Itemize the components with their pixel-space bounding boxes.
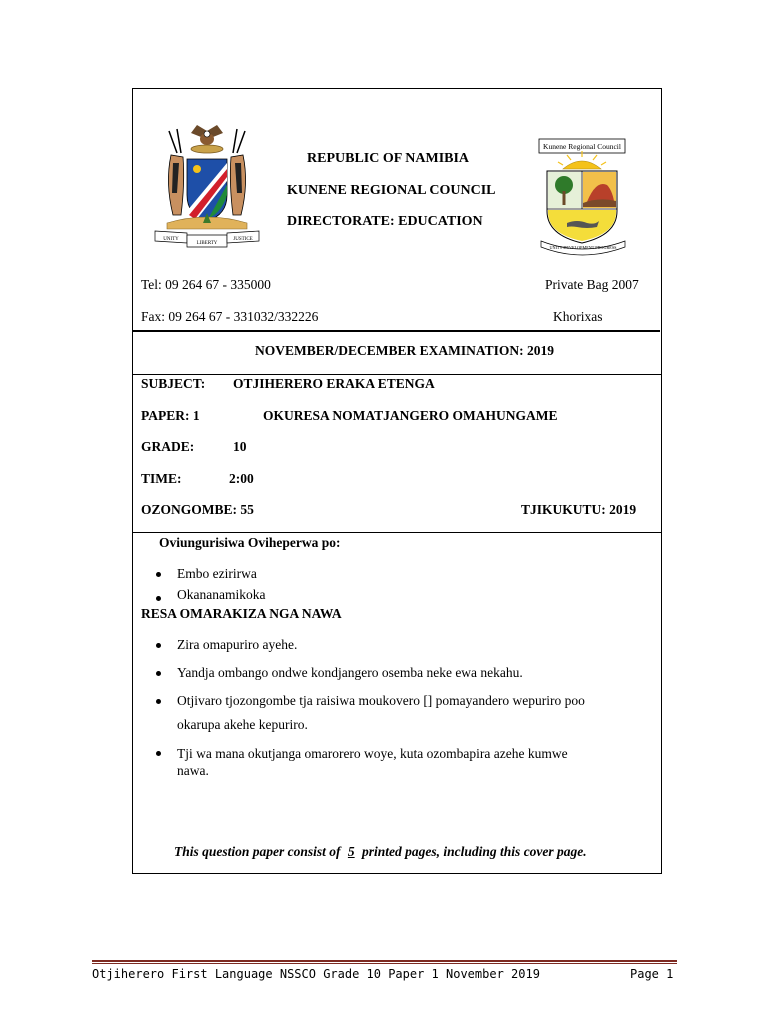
kunene-council-crest-icon: [533, 135, 633, 257]
time-label: TIME:: [141, 471, 182, 486]
materials-title: Oviungurisiwa Oviheperwa po:: [159, 535, 341, 550]
grade-label: GRADE:: [141, 439, 195, 454]
list-item: [152, 661, 585, 685]
page-count-note: [174, 844, 587, 860]
ribbon-mid-text: LIBERTY: [196, 241, 218, 246]
note-pre: This question paper consist of: [174, 844, 341, 859]
grade-value: 10: [233, 439, 247, 454]
ribbon-left-text: UNITY: [163, 237, 179, 242]
exam-title: NOVEMBER/DECEMBER EXAMINATION: 2019: [255, 343, 555, 358]
header-republic: REPUBLIC OF NAMIBIA: [307, 151, 470, 166]
divider-details: [133, 532, 661, 533]
footer-title: Otjiherero First Language NSSCO Grade 10 Paper 1 November 2019: [92, 967, 540, 981]
divider-title: [133, 374, 661, 375]
footer-page-number: Page 1: [630, 967, 674, 981]
instruction-text: okarupa akehe kepuriro.: [177, 717, 308, 732]
ribbon-right-text: JUSTICE: [233, 237, 253, 242]
list-item: [152, 633, 585, 657]
subject-value: OTJIHERERO ERAKA ETENGA: [233, 376, 435, 391]
instruction-text: Tji wa mana okutjanga omarorero woye, kuta ozombapira azehe kumwe: [177, 746, 568, 761]
list-item: [152, 689, 585, 737]
time-value: 2:00: [229, 471, 254, 486]
instruction-text: Otjivaro tjozongombe tja raisiwa moukovero [] pomayandero wepuriro poo: [177, 693, 585, 708]
list-item: [152, 741, 585, 779]
exam-year: TJIKUKUTU: 2019: [521, 502, 637, 517]
instruction-text: nawa.: [177, 763, 209, 778]
postal-address: Private Bag 2007: [545, 277, 639, 292]
instruction-text: Zira omapuriro ayehe.: [177, 637, 298, 652]
subject-label: SUBJECT:: [141, 376, 206, 391]
cover-frame: [132, 88, 662, 874]
instruction-text: Yandja ombango ondwe kondjangero osemba neke ewa nekahu.: [177, 665, 523, 680]
divider-contact: [133, 330, 660, 332]
instructions-list: [152, 633, 585, 779]
fax-number: Fax: 09 264 67 - 331032/332226: [141, 309, 319, 324]
paper-value: OKURESA NOMATJANGERO OMAHUNGAME: [263, 408, 558, 423]
materials-list: [152, 562, 265, 604]
instructions-title: RESA OMARAKIZA NGA NAWA: [141, 606, 342, 621]
header-council: KUNENE REGIONAL COUNCIL: [287, 183, 496, 198]
note-post: printed pages, including this cover page.: [362, 844, 587, 859]
footer-rule: [92, 960, 677, 962]
note-page-count: 5: [347, 844, 355, 859]
town-name: Khorixas: [553, 309, 603, 324]
footer-rule-thin: [92, 963, 677, 964]
header-directorate: DIRECTORATE: EDUCATION: [287, 214, 483, 229]
telephone-number: Tel: 09 264 67 - 335000: [141, 277, 271, 292]
paper-label: PAPER: 1: [141, 408, 200, 423]
crest-banner-text: Kunene Regional Council: [543, 142, 621, 151]
list-item: Embo ezirirwa: [152, 562, 265, 586]
list-item: Okananamikoka: [152, 586, 265, 604]
total-marks: OZONGOMBE: 55: [141, 502, 254, 517]
namibia-coat-of-arms-icon: [147, 123, 267, 253]
crest-motto-text: UNITY DEVELOPMENT PROGRESS: [549, 245, 617, 250]
